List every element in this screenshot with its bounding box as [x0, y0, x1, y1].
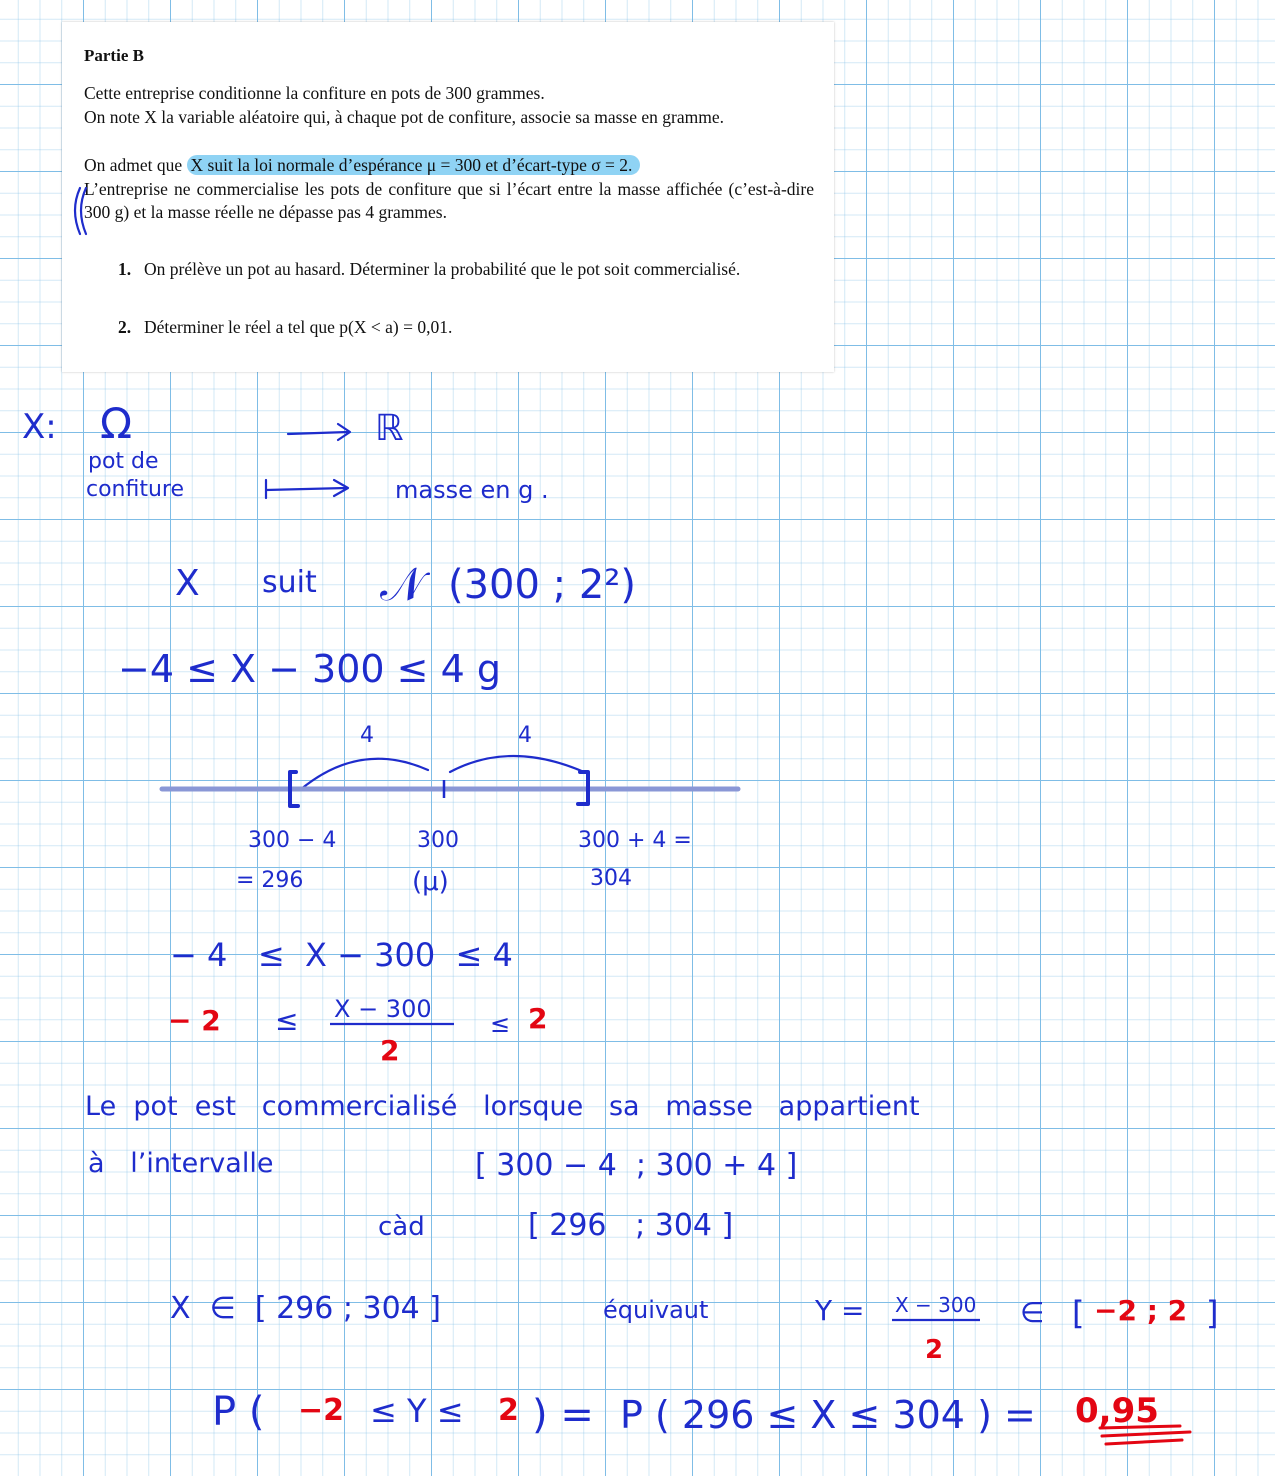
note-equiv-y: Y =	[815, 1294, 865, 1327]
question-1-number: 1.	[118, 259, 132, 279]
question-2-number: 2.	[118, 317, 132, 337]
note-equiv-left: X ∈ [ 296 ; 304 ]	[170, 1291, 442, 1326]
note-final-p1-b: 2	[498, 1393, 519, 1428]
note-inequality-2: − 4 ≤ X − 300 ≤ 4	[170, 936, 513, 974]
note-ineq3-right: 2	[528, 1002, 548, 1035]
note-masse-en-g: masse en g .	[395, 476, 549, 504]
note-equiv-close: ]	[1206, 1294, 1219, 1332]
note-ineq3-le2: ≤	[490, 1010, 511, 1038]
exercise-paragraph-3	[84, 154, 814, 177]
note-final-p2: P ( 296 ≤ X ≤ 304 ) =	[620, 1393, 1036, 1437]
note-law-x: X	[175, 563, 200, 604]
exercise-paragraph-3-start: On admet que	[84, 155, 183, 175]
note-sentence-2a: à l’intervalle	[88, 1148, 274, 1179]
note-law-n: 𝒩	[380, 557, 425, 611]
arc-right	[450, 756, 584, 772]
note-ineq3-frac-den: 2	[380, 1034, 400, 1067]
exercise-paragraph-1: Cette entreprise conditionne la confiture en pots de 300 grammes.	[84, 83, 545, 103]
note-real-set: ℝ	[375, 408, 404, 449]
part-title: Partie B	[84, 46, 144, 65]
note-tick-mid-b: (μ)	[412, 867, 449, 897]
question-2	[118, 316, 818, 339]
note-final-p1-mid: ≤ Y ≤	[370, 1392, 464, 1430]
exercise-paragraph-4: L’entreprise ne commercialise les pots de confiture que si l’écart entre la masse affichée (c’est-à-dire 300 g) et la masse réelle ne dépasse pas 4 grammes.	[84, 179, 814, 222]
note-final-result: 0,95	[1075, 1391, 1159, 1431]
result-underline	[1100, 1426, 1190, 1444]
note-equiv-interval: −2 ; 2	[1094, 1294, 1188, 1327]
arrow-omega-to-r	[288, 424, 350, 440]
exercise-paragraph-2: On note X la variable aléatoire qui, à chaque pot de confiture, associe sa masse en gramme.	[84, 107, 724, 127]
note-law-suit: suit	[262, 565, 317, 600]
highlighted-law: X suit la loi normale d’espérance μ = 300 et d’écart-type σ = 2.	[187, 155, 641, 175]
note-inequality-1: −4 ≤ X − 300 ≤ 4 g	[118, 647, 501, 691]
note-ineq3-frac-num: X − 300	[334, 995, 432, 1023]
note-equiv-frac-den: 2	[925, 1335, 944, 1365]
note-pot-de: pot de	[88, 449, 159, 474]
question-1	[118, 258, 818, 281]
note-sentence-1: Le pot est commercialisé lorsque sa masse appartient	[85, 1091, 920, 1122]
question-1-text: On prélève un pot au hasard. Déterminer la probabilité que le pot soit commercialisé.	[144, 259, 741, 279]
note-cad: càd	[378, 1212, 425, 1242]
note-arc-right-label: 4	[518, 723, 532, 748]
mapsto-arrow	[266, 480, 348, 498]
note-equiv-in: ∈	[1020, 1296, 1045, 1329]
note-sentence-2b: [ 300 − 4 ; 300 + 4 ]	[475, 1148, 798, 1183]
bracket-left-296	[290, 772, 298, 806]
note-omega: Ω	[100, 399, 133, 448]
bracket-right-304	[578, 772, 588, 804]
arc-left	[300, 759, 428, 790]
note-law-params: (300 ; 2²)	[448, 562, 636, 608]
note-tick-left-a: 300 − 4	[248, 828, 337, 853]
note-ineq3-le: ≤	[275, 1004, 299, 1037]
note-confiture: confiture	[86, 477, 185, 502]
note-x-label: X:	[22, 407, 57, 447]
exercise-sheet	[62, 22, 834, 372]
note-tick-mid-a: 300	[417, 828, 459, 853]
note-tick-right-b: 304	[590, 866, 632, 891]
note-arc-left-label: 4	[360, 723, 374, 748]
note-tick-right-a: 300 + 4 =	[578, 828, 692, 853]
note-final-p1-open: P (	[212, 1389, 265, 1435]
note-final-p1-a: −2	[298, 1393, 345, 1428]
note-tick-left-b: = 296	[236, 868, 304, 893]
note-equiv-open: [	[1072, 1294, 1085, 1332]
question-2-text: Déterminer le réel a tel que p(X < a) = 0,01.	[144, 317, 453, 337]
note-final-p1-close: ) =	[532, 1392, 594, 1438]
note-equiv-word: équivaut	[603, 1296, 709, 1324]
note-ineq3-left: − 2	[168, 1004, 221, 1037]
note-cad-interval: [ 296 ; 304 ]	[528, 1208, 734, 1243]
note-equiv-frac-num: X − 300	[895, 1293, 977, 1317]
